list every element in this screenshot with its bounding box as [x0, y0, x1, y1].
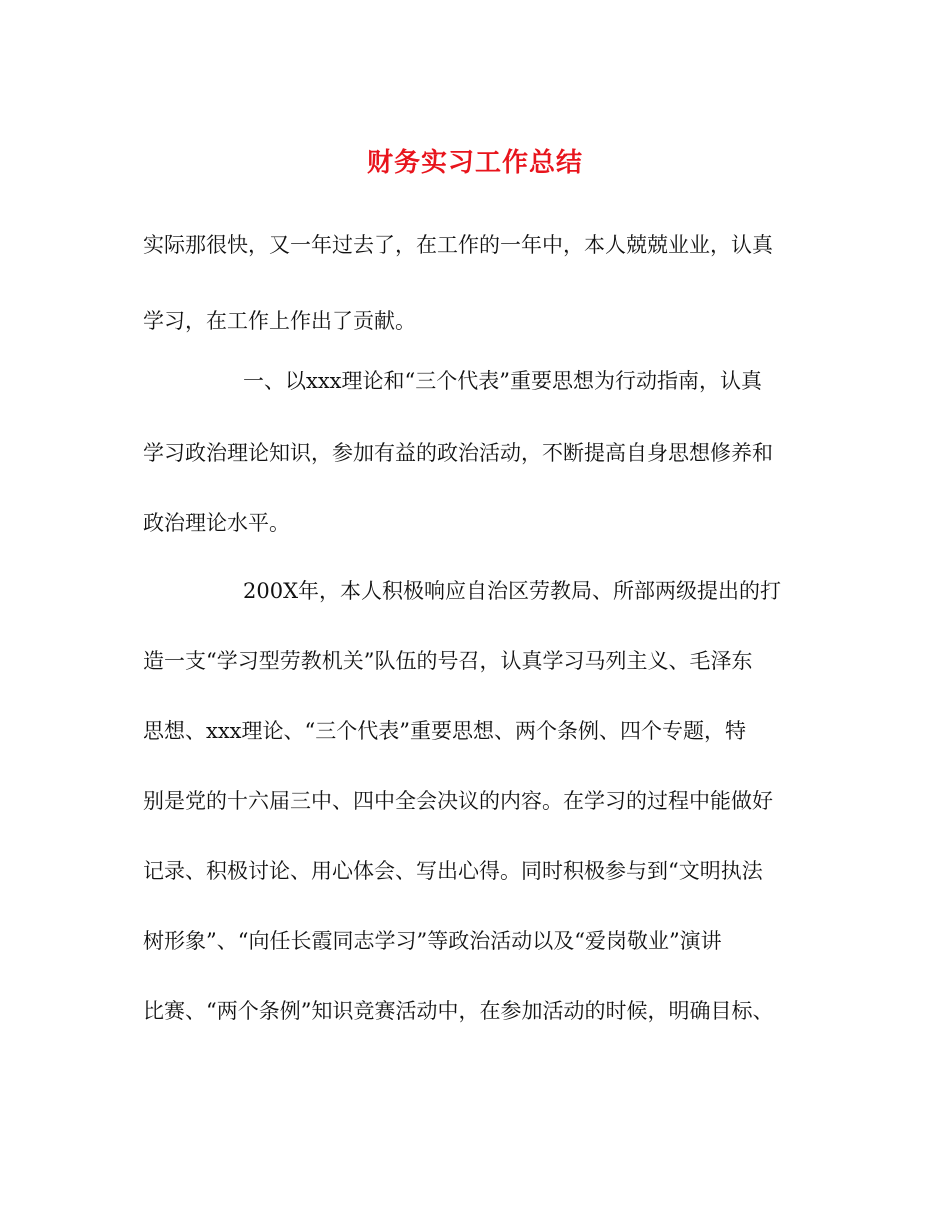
paragraph-line: 200X年，本人积极响应自治区劳教局、所部两级提出的打	[243, 579, 782, 603]
paragraph-line: 一、以xxx理论和“三个代表”重要思想为行动指南，认真	[243, 369, 762, 393]
paragraph-line: 实际那很快，又一年过去了，在工作的一年中，本人兢兢业业，认真	[143, 233, 773, 257]
paragraph-line: 学习，在工作上作出了贡献。	[143, 309, 416, 333]
paragraph-line: 记录、积极讨论、用心体会、写出心得。同时积极参与到“文明执法	[143, 859, 763, 883]
paragraph-line: 造一支“学习型劳教机关”队伍的号召，认真学习马列主义、毛泽东	[143, 649, 753, 673]
paragraph-line: 别是党的十六届三中、四中全会决议的内容。在学习的过程中能做好	[143, 789, 773, 813]
paragraph-line: 比赛、“两个条例”知识竞赛活动中，在参加活动的时候，明确目标、	[143, 999, 774, 1023]
document-title: 财务实习工作总结	[366, 148, 583, 178]
paragraph-line: 思想、xxx理论、“三个代表”重要思想、两个条例、四个专题，特	[143, 719, 746, 743]
paragraph-line: 树形象”、“向任长霞同志学习”等政治活动以及“爱岗敬业”演讲	[143, 929, 722, 953]
paragraph-line: 政治理论水平。	[143, 511, 290, 535]
paragraph-line: 学习政治理论知识，参加有益的政治活动，不断提高自身思想修养和	[143, 441, 773, 465]
